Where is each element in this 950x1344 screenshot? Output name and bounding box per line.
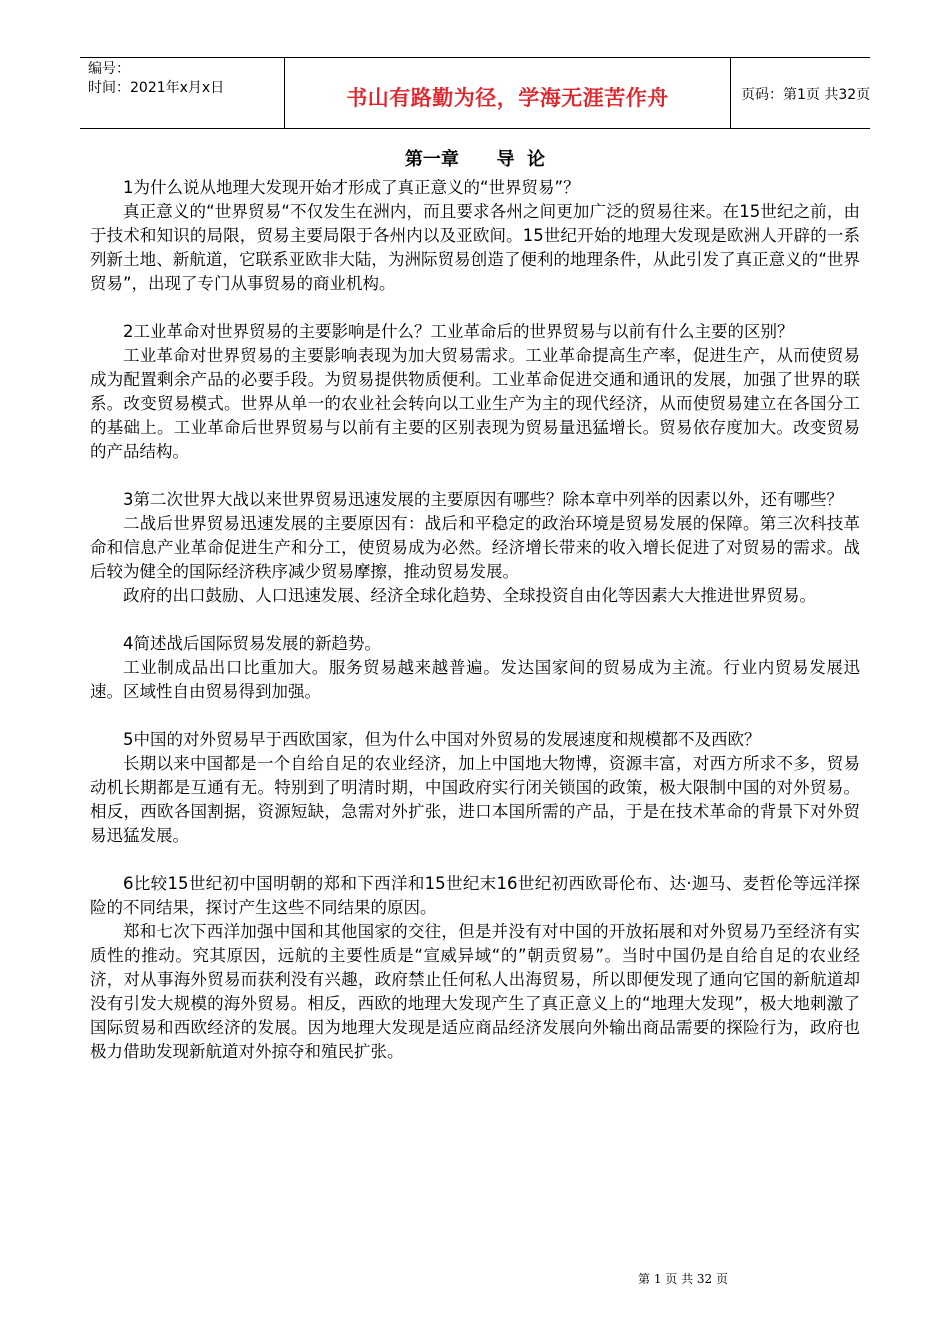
header-motto: 书山有路勤为径，学海无涯苦作舟	[346, 86, 669, 110]
answer-5: 长期以来中国都是一个自给自足的农业经济，加上中国地大物博，资源丰富，对西方所求不多，贸易动机长期都是互通有无。特别到了明清时期，中国政府实行闭关锁国的政策，极大限制中国的对外贸易。相反，西欧各国割据，资源短缺，急需对外扩张，进口本国所需的产品，于是在技术革命的背景下对外贸易迅猛发展。	[90, 754, 860, 845]
answer-2: 工业革命对世界贸易的主要影响表现为加大贸易需求。工业革命提高生产率，促进生产，从而使贸易成为配置剩余产品的必要手段。为贸易提供物质便利。工业革命促进交通和通讯的发展，加强了世界的联系。改变贸易模式。世界从单一的农业社会转向以工业生产为主的现代经济，从而使贸易建立在各国分工的基础上。工业革命后世界贸易与以前有主要的区别表现为贸易量迅猛增长。贸易依存度加大。改变贸易的产品结构。	[90, 346, 860, 461]
question-3: 3第二次世界大战以来世界贸易迅速发展的主要原因有哪些？除本章中列举的因素以外，还有哪些？	[123, 490, 843, 509]
paragraph-gap	[90, 464, 860, 488]
answer-3-part-2: 政府的出口鼓励、人口迅速发展、经济全球化趋势、全球投资自由化等因素大大推进世界贸易。	[123, 586, 816, 605]
paragraph-gap	[90, 608, 860, 632]
time-label: 时间：2021年x月x日	[88, 80, 225, 96]
answer-4: 工业制成品出口比重加大。服务贸易越来越普遍。发达国家间的贸易成为主流。行业内贸易发展迅速。区域性自由贸易得到加强。	[90, 658, 860, 701]
page-header	[80, 57, 870, 129]
paragraph-gap	[90, 704, 860, 728]
question-6: 6比较15世纪初中国明朝的郑和下西洋和15世纪末16世纪初西欧哥伦布、达·迦马、麦哲伦等远洋探险的不同结果，探讨产生这些不同结果的原因。	[90, 874, 860, 917]
header-page-cell	[731, 58, 870, 128]
answer-6: 郑和七次下西洋加强中国和其他国家的交往，但是并没有对中国的开放拓展和对外贸易乃至经济有实质性的推动。究其原因，远航的主要性质是“宣威异域“的”朝贡贸易”。当时中国仍是自给自足的农业经济，对从事海外贸易而获利没有兴趣，政府禁止任何私人出海贸易，所以即便发现了通向它国的新航道却没有引发大规模的海外贸易。相反，西欧的地理大发现产生了真正意义上的“地理大发现”，极大地刺激了国际贸易和西欧经济的发展。因为地理大发现是适应商品经济发展向外输出商品需要的探险行为，政府也极力借助发现新航道对外掠夺和殖民扩张。	[90, 922, 860, 1061]
question-4: 4简述战后国际贸易发展的新趋势。	[123, 634, 381, 653]
document-body	[90, 146, 860, 1064]
header-info-cell	[80, 58, 285, 128]
answer-1: 真正意义的“世界贸易“不仅发生在洲内，而且要求各州之间更加广泛的贸易往来。在15世纪之前，由于技术和知识的局限，贸易主要局限于各州内以及亚欧间。15世纪开始的地理大发现是欧洲人开辟的一系列新土地、新航道，它联系亚欧非大陆，为洲际贸易创造了便利的地理条件，从此引发了真正意义的“世界贸易”，出现了专门从事贸易的商业机构。	[90, 202, 860, 293]
header-motto-cell	[285, 58, 731, 128]
answer-3-part-1: 二战后世界贸易迅速发展的主要原因有：战后和平稳定的政治环境是贸易发展的保障。第三次科技革命和信息产业革命促进生产和分工，使贸易成为必然。经济增长带来的收入增长促进了对贸易的需求。战后较为健全的国际经济秩序减少贸易摩擦，推动贸易发展。	[90, 514, 860, 581]
page-footer: 第 1 页 共 32 页	[638, 1272, 728, 1286]
paragraph-gap	[90, 296, 860, 320]
paragraph-gap	[90, 848, 860, 872]
question-2: 2工业革命对世界贸易的主要影响是什么？工业革命后的世界贸易与以前有什么主要的区别？	[123, 322, 794, 341]
question-1: 1为什么说从地理大发现开始才形成了真正意义的“世界贸易”？	[123, 178, 580, 197]
chapter-title: 第一章 导 论	[404, 149, 546, 170]
page-code: 页码：第1页 共32页	[741, 87, 871, 103]
number-label: 编号：	[88, 61, 130, 77]
question-5: 5中国的对外贸易早于西欧国家，但为什么中国对外贸易的发展速度和规模都不及西欧？	[123, 730, 761, 749]
